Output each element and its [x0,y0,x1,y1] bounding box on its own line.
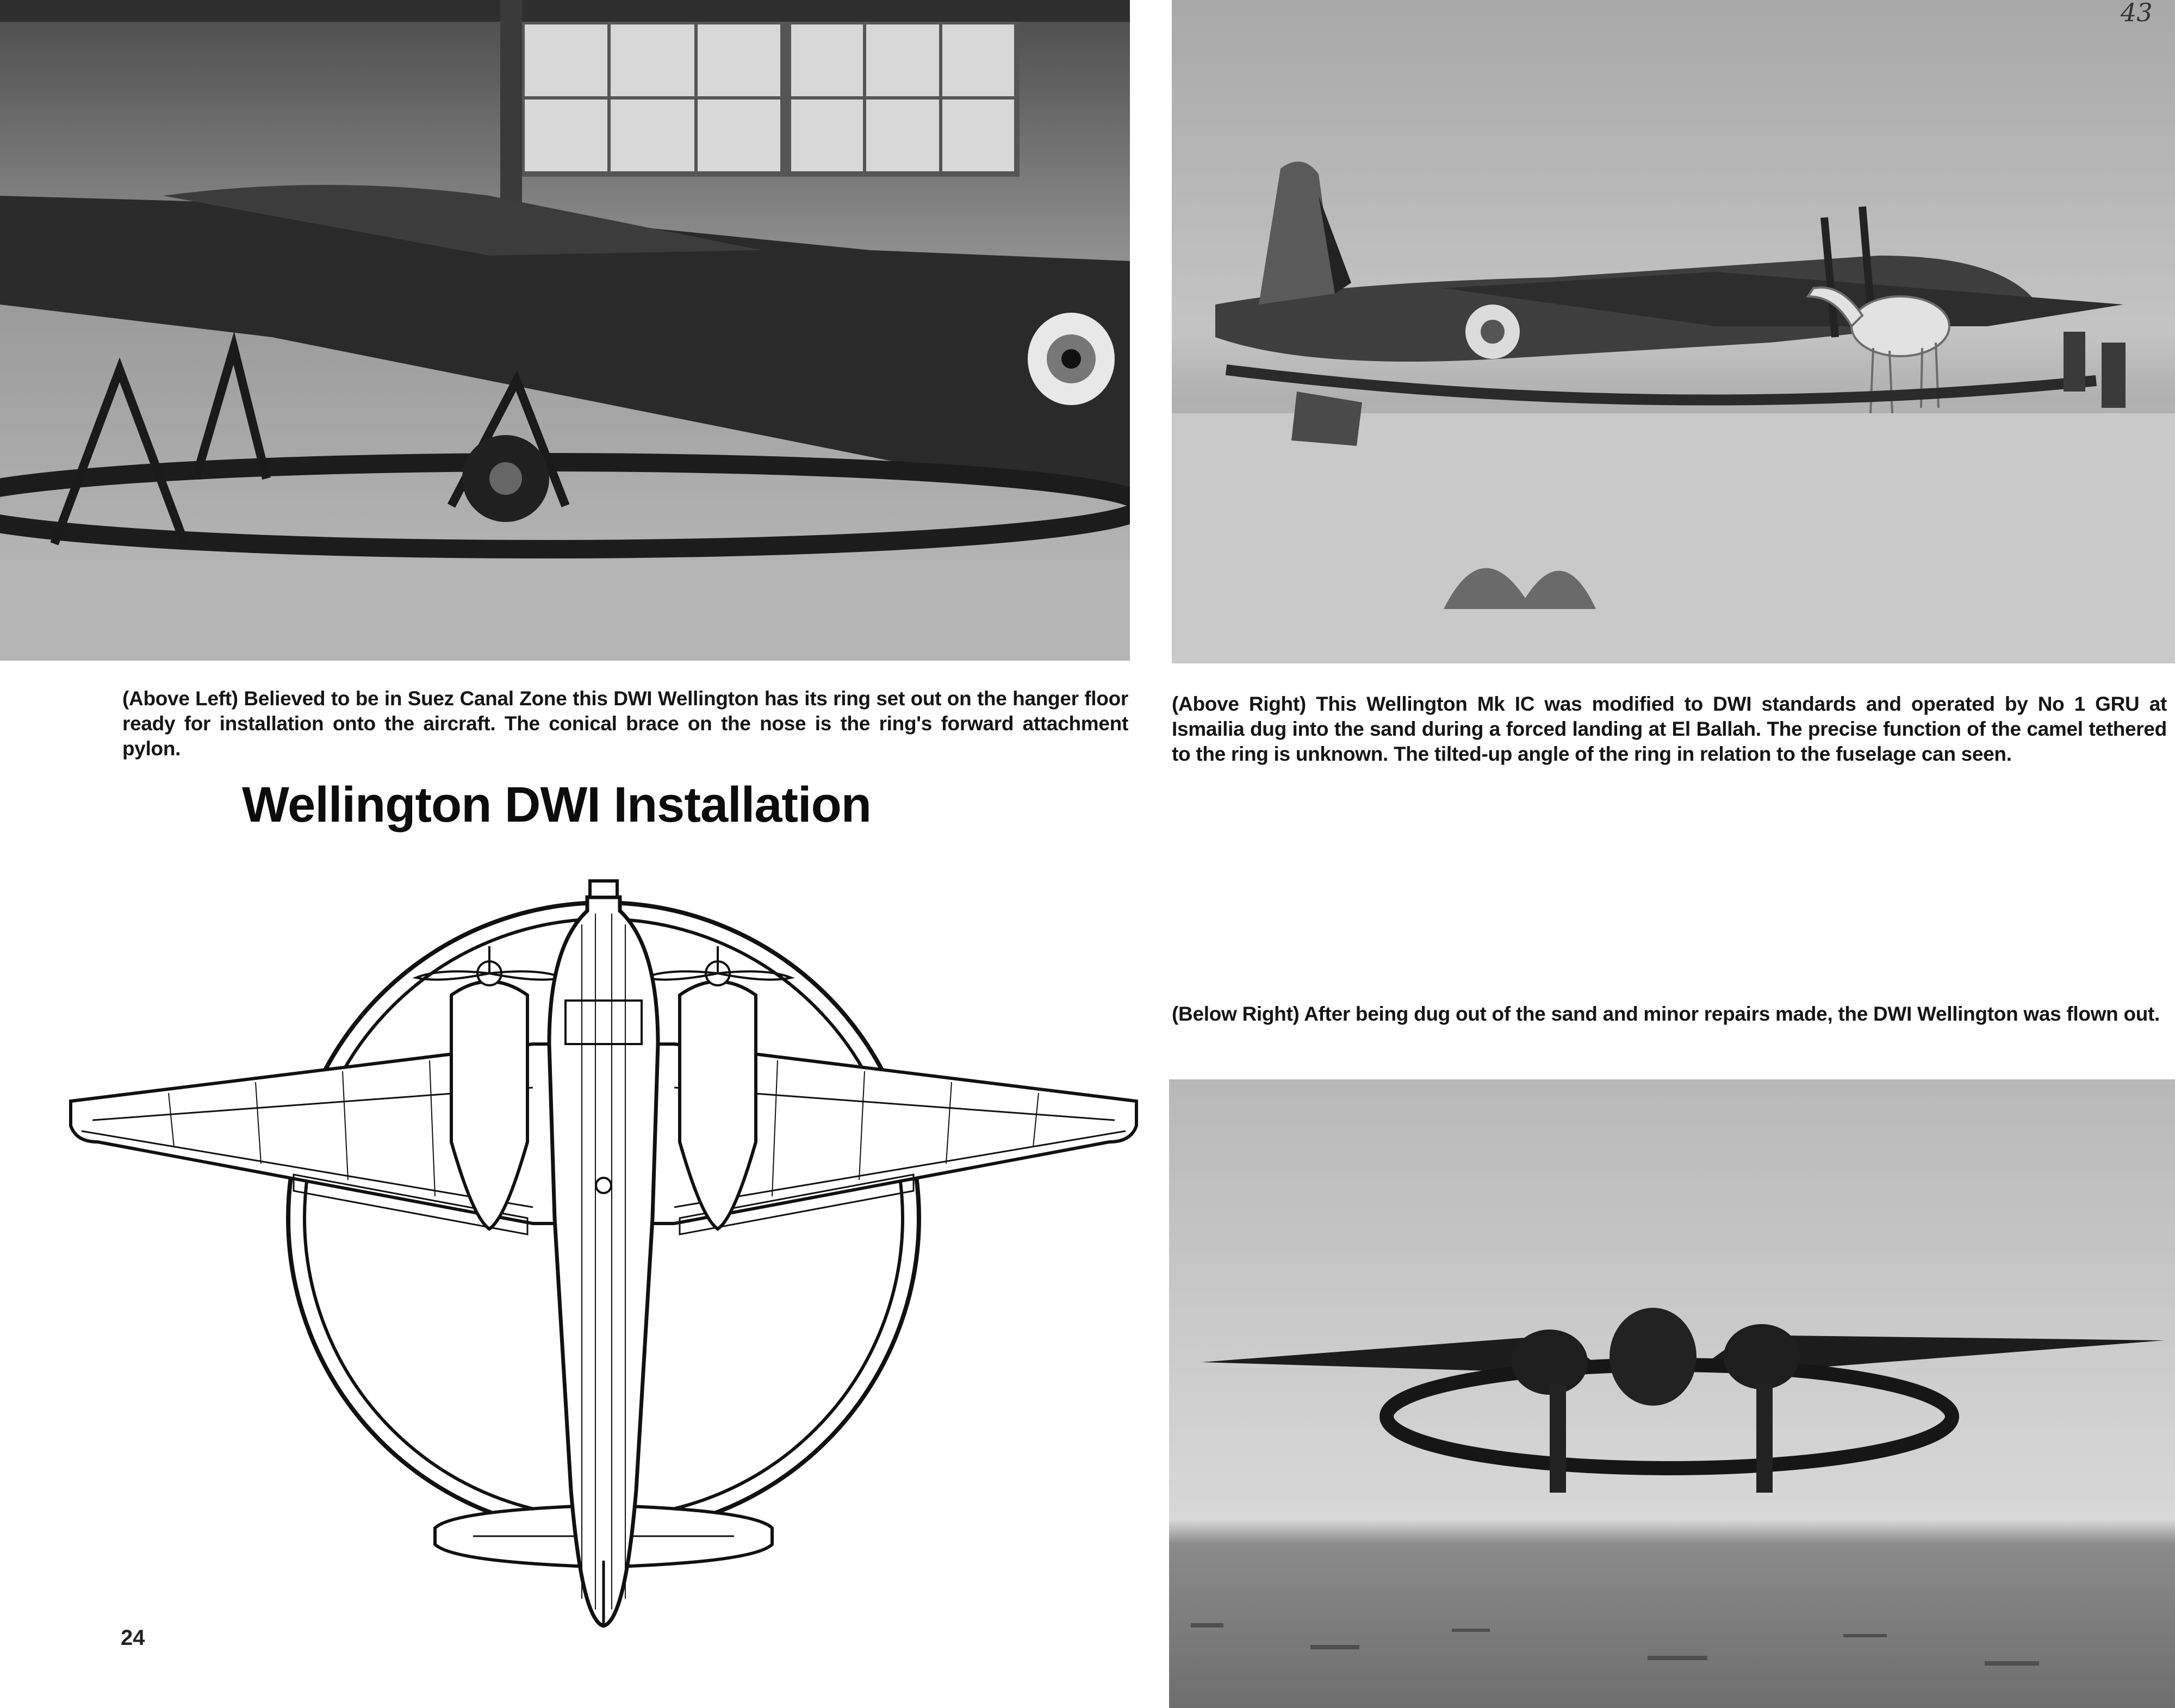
caption-above-left: (Above Left) Believed to be in Suez Canal Zone this DWI Wellington has its ring set out on the hanger floor ready for installation onto the aircraft. The conical brace on the nose is the ring's forward attachment pylon. [122,687,1128,760]
photo-desert-wellington-camel [1172,0,2175,663]
caption-above-right: (Above Right) This Wellington Mk IC was modified to DWI standards and operated by No 1 GRU at Ismailia dug into the sand during a forced landing at El Ballah. The precise function of the camel tethered to the ring is unknown. The tilted-up angle of the ring in relation to the fuselage can seen. [1172,693,2167,765]
handwritten-page-mark: 43 [2121,0,2153,27]
wellington-dwi-plan-drawing [60,837,1147,1642]
drawing-title: Wellington DWI Installation [242,777,872,833]
page-number: 24 [121,1626,145,1650]
photo-wellington-in-flight [1169,1079,2175,1708]
caption-below-right: (Below Right) After being dug out of the sand and minor repairs made, the DWI Wellington was flown out. [1172,1003,2160,1025]
photo-hangar-wellington [0,0,1130,661]
